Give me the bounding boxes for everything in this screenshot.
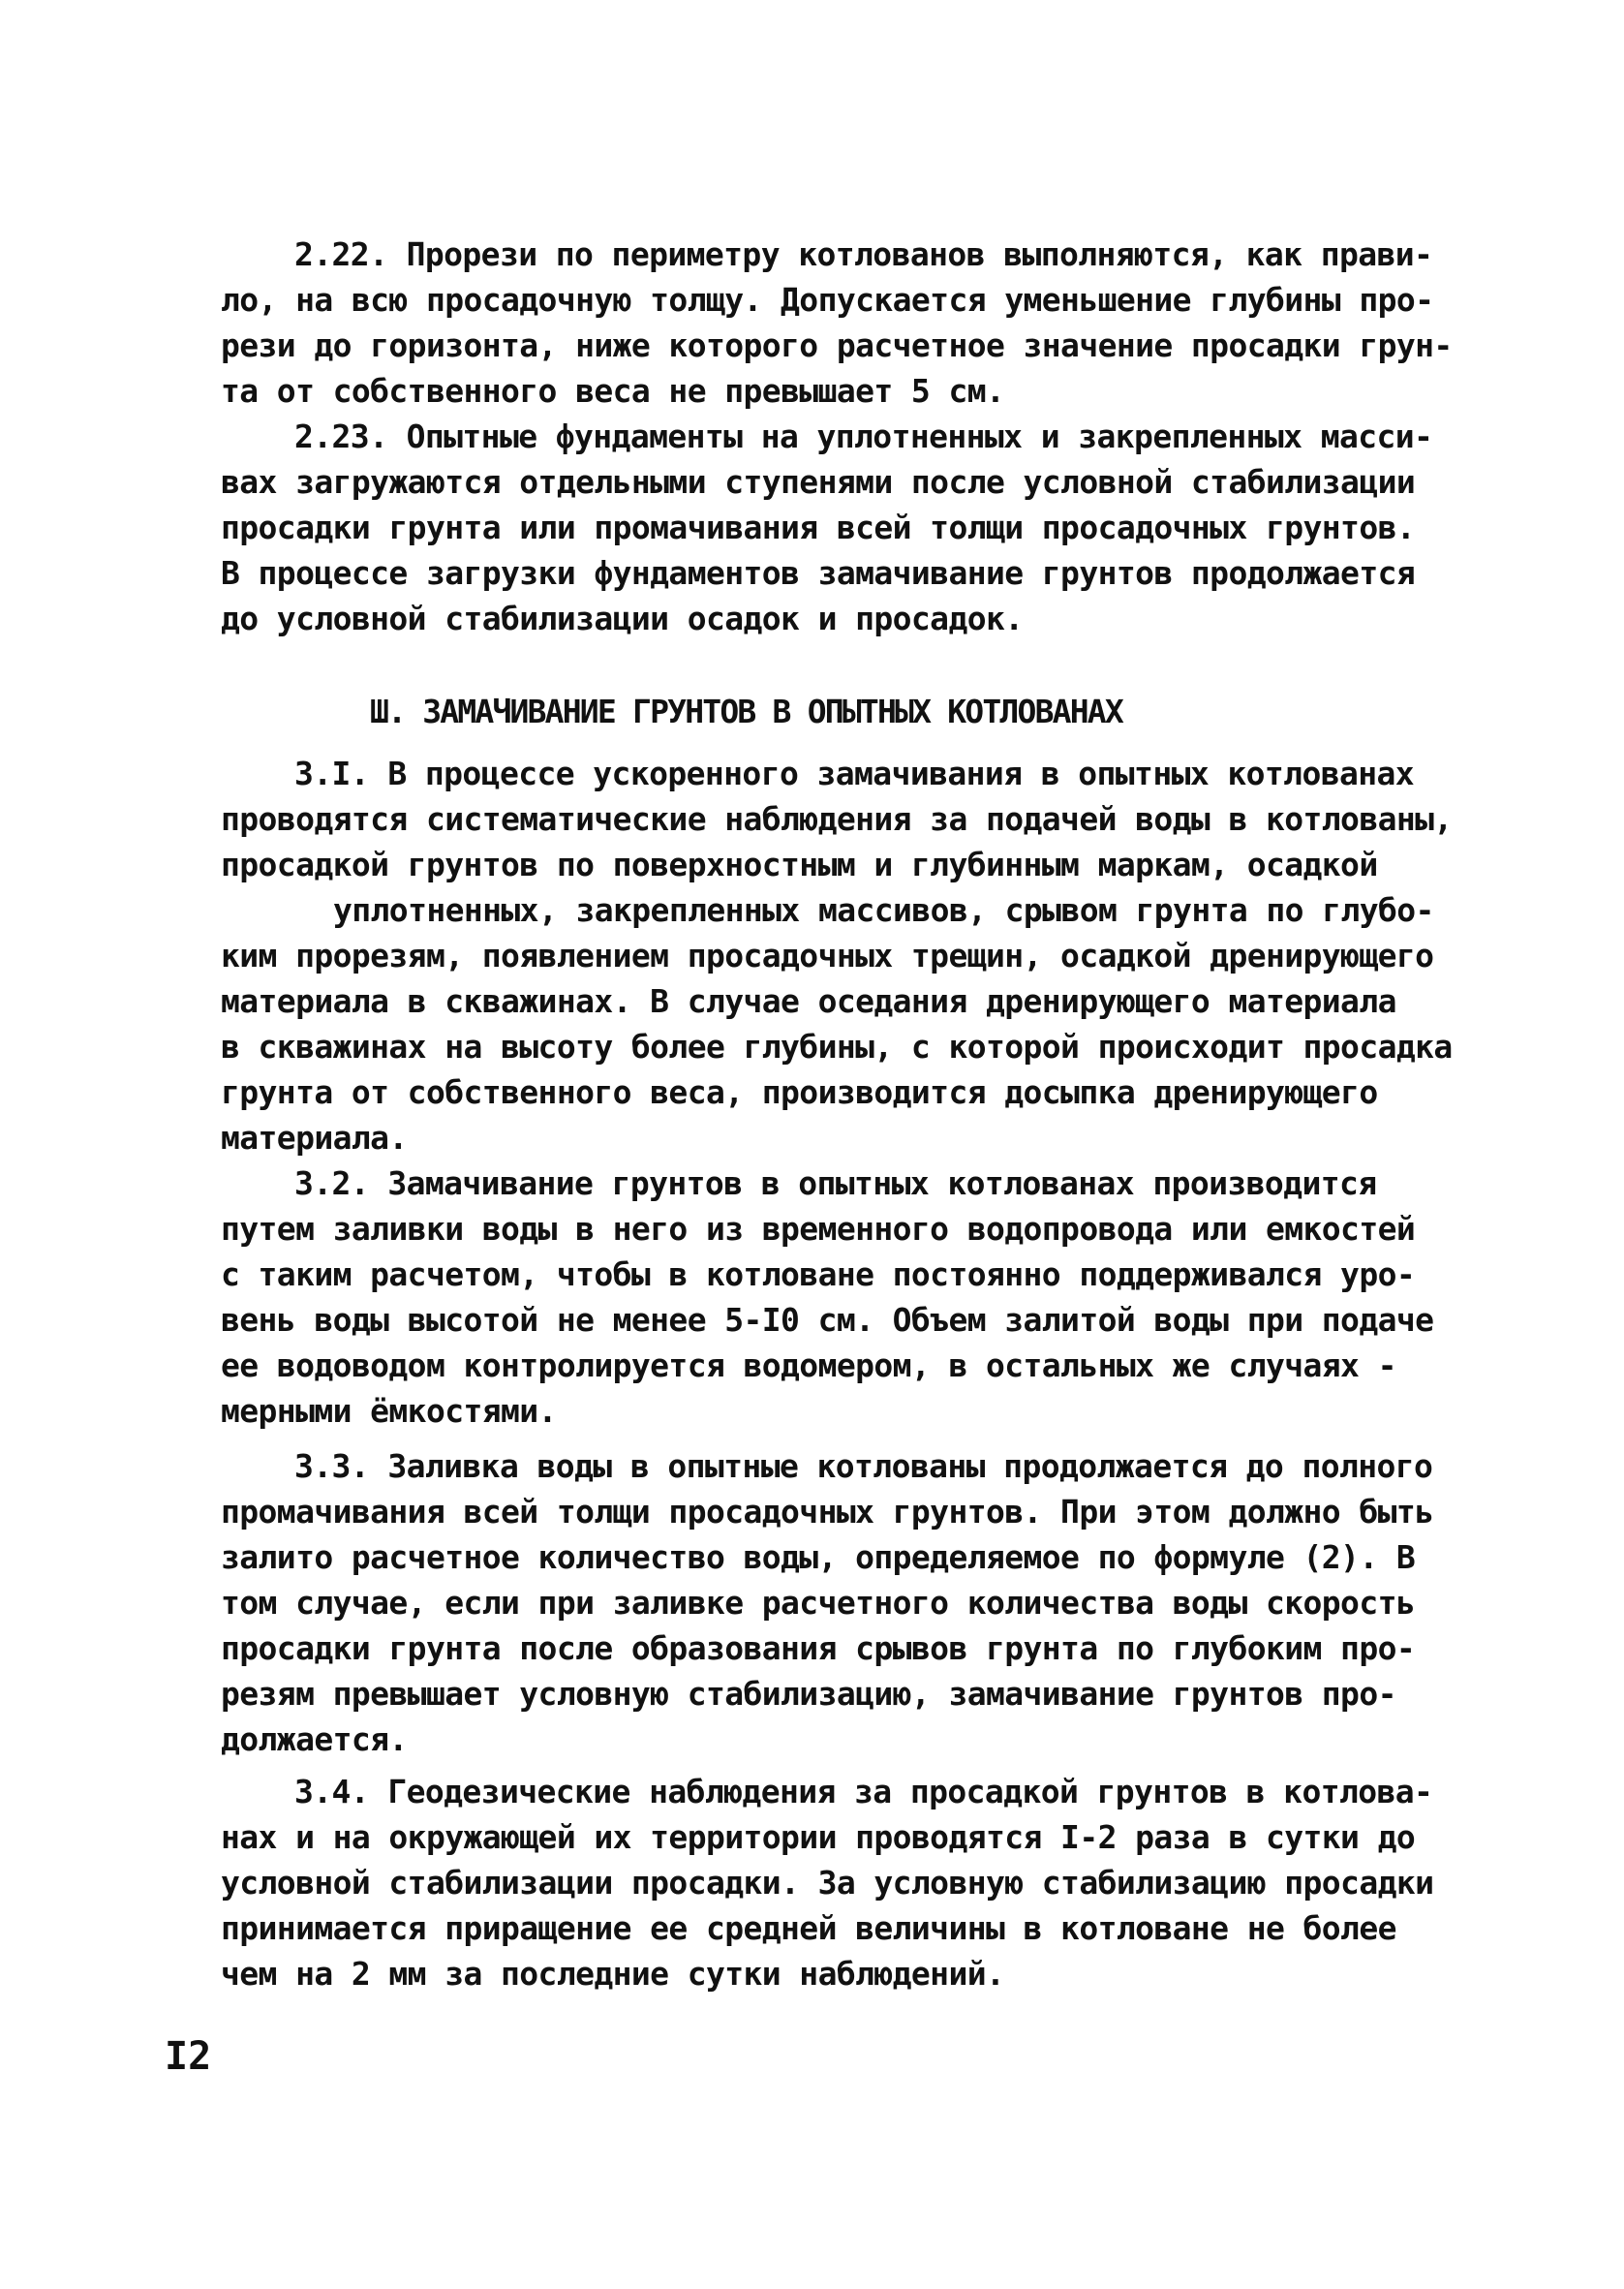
text-line: 3.3. Заливка воды в опытные котлованы продолжается до полного <box>294 1447 1433 1485</box>
text-line: рези до горизонта, ниже которого расчетное значение просадки грун- <box>221 326 1453 364</box>
text-line: 2.22. Прорези по периметру котлованов выполняются, как прави- <box>294 235 1433 273</box>
text-line: принимается приращение ее средней величины в котловане не более <box>221 1909 1396 1947</box>
text-line: залито расчетное количество воды, определяемое по формуле (2). В <box>221 1538 1416 1576</box>
text-line: нах и на окружающей их территории проводятся I-2 раза в сутки до <box>221 1818 1416 1856</box>
text-line: том случае, если при заливке расчетного количества воды скорость <box>221 1584 1416 1622</box>
text-line: та от собственного веса не превышает 5 см. <box>221 372 1005 410</box>
text-line: материала в скважинах. В случае оседания дренирующего материала <box>221 982 1396 1020</box>
text-line: просадкой грунтов по поверхностным и глубинным маркам, осадкой <box>221 846 1378 883</box>
text-line: с таким расчетом, чтобы в котловане постоянно поддерживался уро- <box>221 1255 1416 1293</box>
text-line: в скважинах на высоту более глубины, с которой происходит просадка <box>221 1028 1453 1066</box>
text-line: ким прорезям, появлением просадочных трещин, осадкой дренирующего <box>221 937 1434 974</box>
page-number: I2 <box>165 2034 212 2079</box>
text-line: просадки грунта после образования срывов грунта по глубоким про- <box>221 1629 1416 1667</box>
text-line: путем заливки воды в него из временного водопровода или емкостей <box>221 1210 1416 1248</box>
text-line: вах загружаются отдельными ступенями после условной стабилизации <box>221 463 1416 501</box>
text-line: В процессе загрузки фундаментов замачивание грунтов продолжается <box>221 554 1416 592</box>
text-line: уплотненных, закрепленных массивов, срывом грунта по глубо- <box>333 891 1434 929</box>
section-heading: Ш. ЗАМАЧИВАНИЕ ГРУНТОВ В ОПЫТНЫХ КОТЛОВАНАХ <box>370 693 1122 730</box>
text-line: 2.23. Опытные фундаменты на уплотненных и закрепленных масси- <box>294 418 1433 455</box>
text-line: ло, на всю просадочную толщу. Допускается уменьшение глубины про- <box>221 281 1434 319</box>
text-line: 3.I. В процессе ускоренного замачивания в опытных котлованах <box>294 755 1415 792</box>
text-line: грунта от собственного веса, производится досыпка дренирующего <box>221 1073 1378 1111</box>
text-line: мерными ёмкостями. <box>221 1392 557 1430</box>
text-line: 3.4. Геодезические наблюдения за просадкой грунтов в котлова- <box>294 1773 1433 1810</box>
text-line: материала. <box>221 1119 408 1157</box>
text-line: вень воды высотой не менее 5-I0 см. Объем залитой воды при подаче <box>221 1301 1434 1339</box>
text-line: должается. <box>221 1720 408 1758</box>
text-line: 3.2. Замачивание грунтов в опытных котлованах производится <box>294 1164 1377 1202</box>
text-line: промачивания всей толщи просадочных грунтов. При этом должно быть <box>221 1493 1434 1531</box>
text-line: проводятся систематические наблюдения за подачей воды в котлованы, <box>221 800 1453 838</box>
text-line: до условной стабилизации осадок и просадок. <box>221 600 1024 637</box>
text-line: просадки грунта или промачивания всей толщи просадочных грунтов. <box>221 509 1416 546</box>
text-line: условной стабилизации просадки. За условную стабилизацию просадки <box>221 1864 1434 1902</box>
text-line: чем на 2 мм за последние сутки наблюдений. <box>221 1955 1005 1993</box>
text-line: ее водоводом контролируется водомером, в остальных же случаях - <box>221 1346 1396 1384</box>
text-line: резям превышает условную стабилизацию, замачивание грунтов про- <box>221 1675 1396 1713</box>
